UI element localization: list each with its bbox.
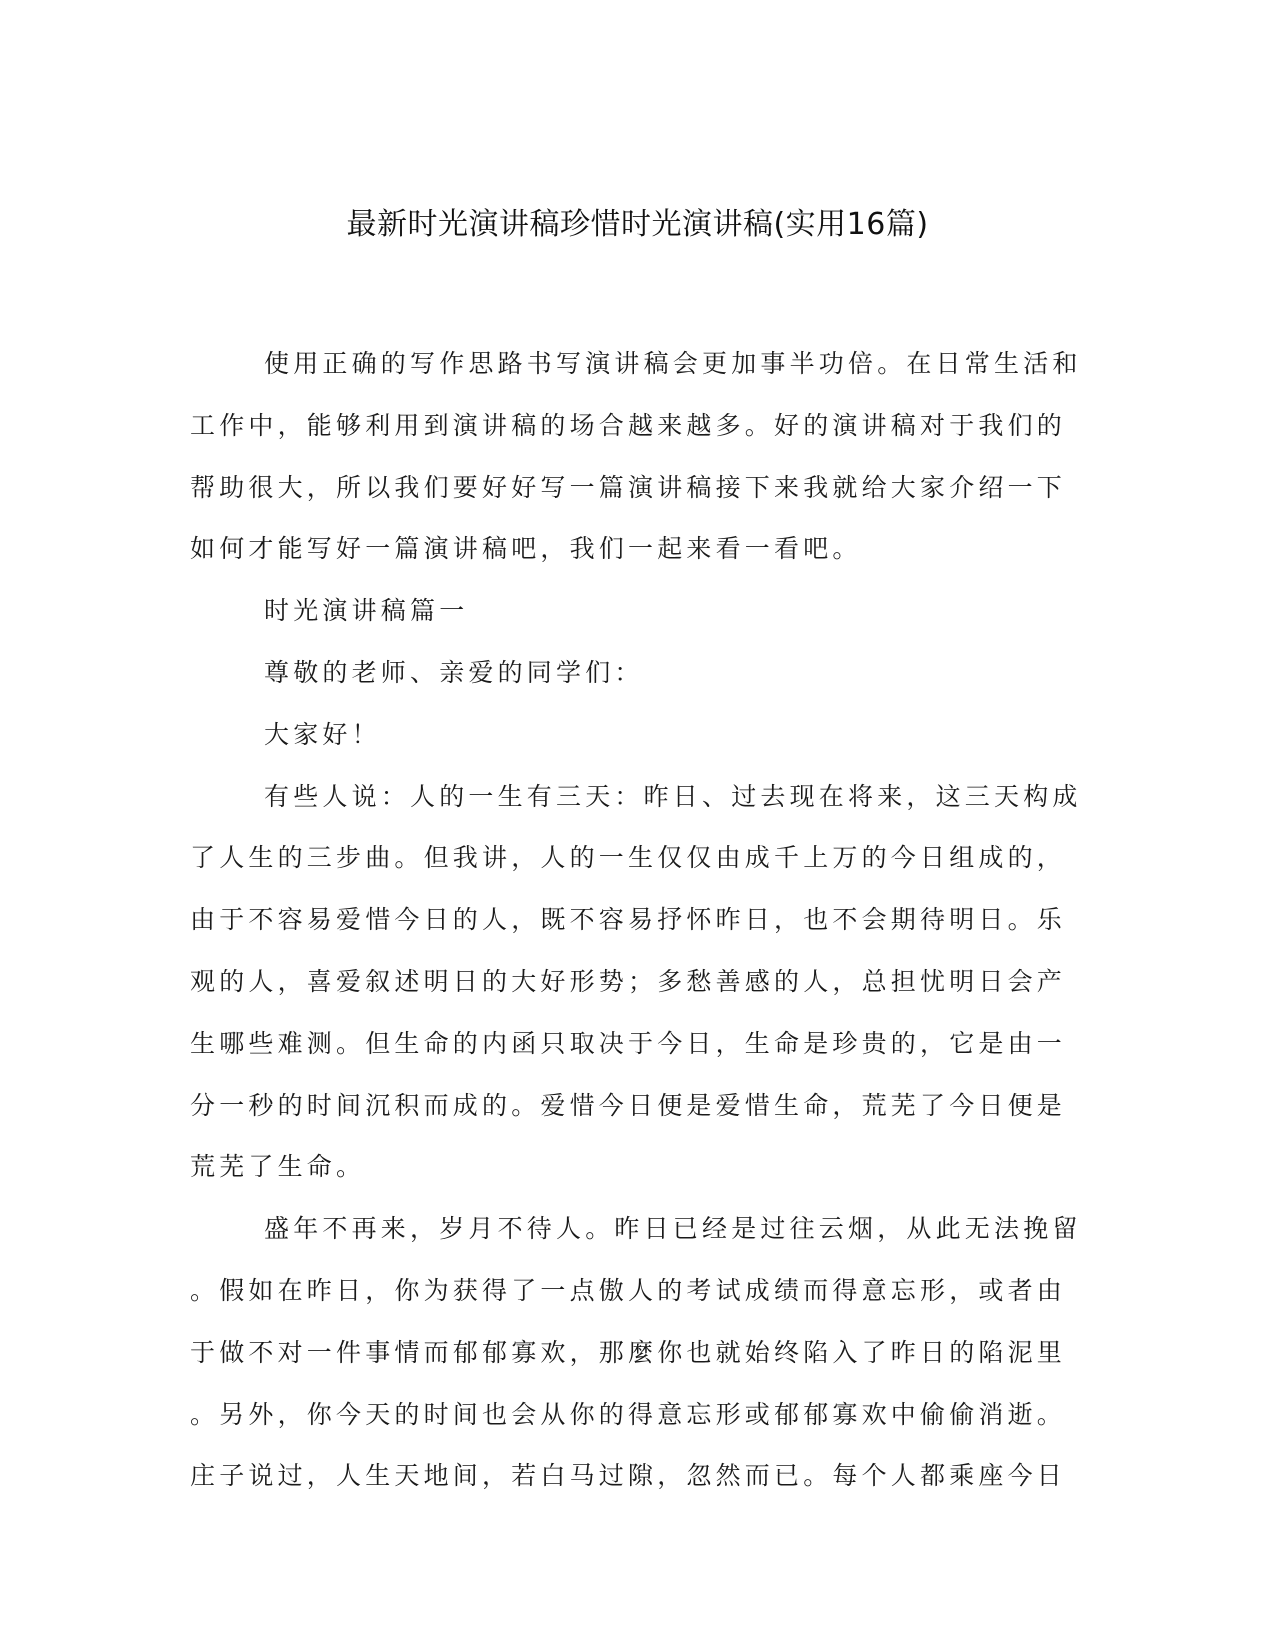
text-line: 庄子说过，人生天地间，若白马过隙，忽然而已。每个人都乘座今日 bbox=[190, 1461, 1067, 1491]
section-heading bbox=[190, 580, 1076, 642]
text-line: 分一秒的时间沉积而成的。爱惜今日便是爱惜生命，荒芜了今日便是 bbox=[190, 1090, 1067, 1120]
text-line: 工作中，能够利用到演讲稿的场合越来越多。好的演讲稿对于我们的 bbox=[190, 410, 1067, 440]
text-line: 帮助很大，所以我们要好好写一篇演讲稿接下来我就给大家介绍一下 bbox=[190, 472, 1067, 502]
text-line: 如何才能写好一篇演讲稿吧，我们一起来看一看吧。 bbox=[190, 534, 862, 564]
text-line: 荒芜了生命。 bbox=[190, 1152, 366, 1182]
text-line: 使用正确的写作思路书写演讲稿会更加事半功倍。在日常生活和 bbox=[264, 349, 1082, 378]
paragraph-intro bbox=[190, 333, 1082, 580]
paragraph-body-1 bbox=[190, 766, 1082, 1199]
text-line: 有些人说：人的一生有三天：昨日、过去现在将来，这三天构成 bbox=[264, 781, 1082, 811]
text-line: 由于不容易爱惜今日的人，既不容易抒怀昨日，也不会期待明日。乐 bbox=[190, 905, 1067, 935]
text-line: 观的人，喜爱叙述明日的大好形势；多愁善感的人，总担忧明日会产 bbox=[190, 966, 1067, 996]
document-body bbox=[190, 333, 1082, 1507]
text-line: 。另外，你今天的时间也会从你的得意忘形或郁郁寡欢中偷偷消逝。 bbox=[190, 1399, 1067, 1429]
text-line: 大家好！ bbox=[264, 719, 381, 749]
document-title: 最新时光演讲稿珍惜时光演讲稿(实用16篇) bbox=[346, 207, 929, 242]
text-line: 盛年不再来，岁月不待人。昨日已经是过往云烟，从此无法挽留 bbox=[264, 1214, 1082, 1244]
text-line: 生哪些难测。但生命的内函只取决于今日，生命是珍贵的，它是由一 bbox=[190, 1028, 1067, 1058]
salutation bbox=[190, 642, 1076, 704]
paragraph-body-2 bbox=[190, 1198, 1082, 1507]
text-line: 了人生的三步曲。但我讲，人的一生仅仅由成千上万的今日组成的， bbox=[190, 843, 1067, 873]
text-line: 。假如在昨日，你为获得了一点傲人的考试成绩而得意忘形，或者由 bbox=[190, 1275, 1067, 1305]
text-line: 时光演讲稿篇一 bbox=[264, 596, 469, 626]
text-line: 于做不对一件事情而郁郁寡欢，那麼你也就始终陷入了昨日的陷泥里 bbox=[190, 1337, 1067, 1367]
greeting bbox=[190, 704, 1076, 766]
text-line: 尊敬的老师、亲爱的同学们： bbox=[264, 657, 644, 687]
